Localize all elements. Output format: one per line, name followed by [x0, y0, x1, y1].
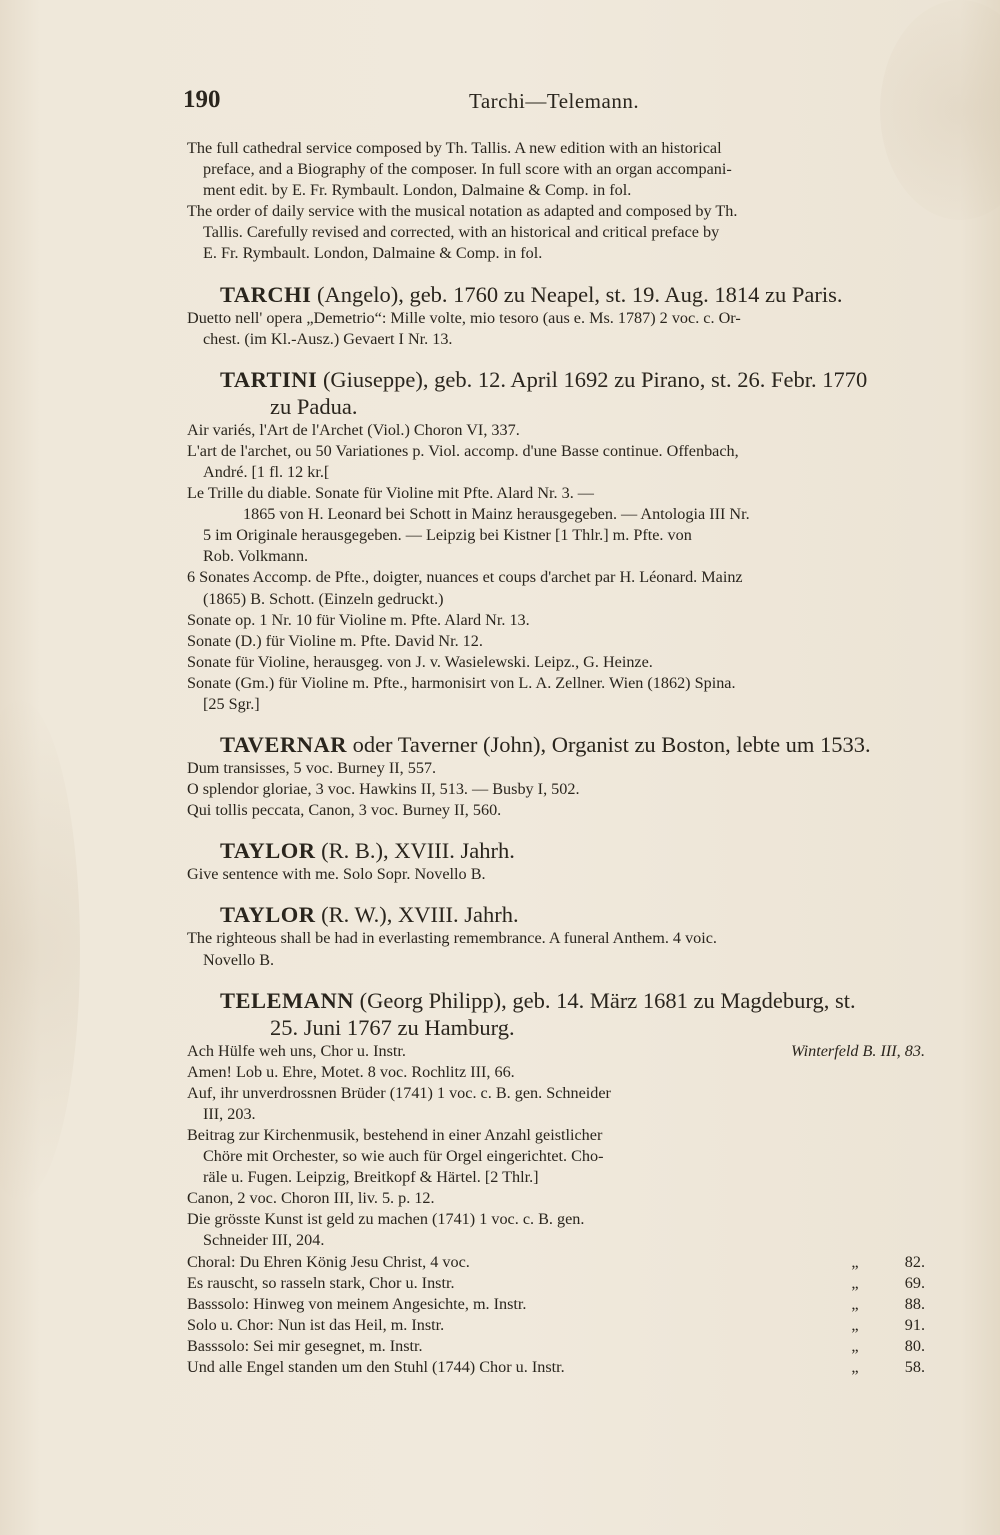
composer-name: TAYLOR — [220, 838, 316, 864]
text-line: Give sentence with me. Solo Sopr. Novello B. — [187, 865, 486, 884]
text-line: Die grösste Kunst ist geld zu machen (1741) 1 voc. c. B. gen. — [187, 1210, 585, 1229]
work-number: 91. — [904, 1315, 925, 1334]
running-head: Tarchi—Telemann. — [469, 89, 640, 113]
composer-dates: (R. W.), XVIII. Jahrh. — [321, 902, 519, 928]
composer-dates: (Georg Philipp), geb. 14. März 1681 zu Magdeburg, st. — [359, 987, 856, 1013]
text-line: E. Fr. Rymbault. London, Dalmaine & Comp. in fol. — [203, 244, 543, 263]
text-line: Auf, ihr unverdrossnen Brüder (1741) 1 voc. c. B. gen. Schneider — [187, 1083, 611, 1102]
work-title: Es rauscht, so rasseln stark, Chor u. Instr. — [187, 1273, 455, 1292]
text-line: [25 Sgr.] — [203, 694, 260, 713]
entry-heading-taylor-rw — [220, 901, 925, 928]
text-line: The full cathedral service composed by Th. Tallis. A new edition with an historical — [187, 139, 722, 157]
text-line: ment edit. by E. Fr. Rymbault. London, Dalmaine & Comp. in fol. — [203, 181, 632, 200]
work-row — [187, 1294, 925, 1315]
composer-name: TAVERNAR — [220, 732, 347, 758]
entry-heading-tartini-cont — [220, 393, 925, 420]
text-line: 6 Sonates Accomp. de Pfte., doigter, nuances et coups d'archet par H. Léonard. Mainz — [187, 568, 743, 587]
text-line: Schneider III, 204. — [203, 1231, 325, 1250]
entry-heading-tartini — [220, 366, 925, 393]
text-line: Novello B. — [203, 950, 275, 969]
text-line: André. [1 fl. 12 kr.[ — [203, 462, 330, 481]
entry-heading-telemann — [220, 987, 925, 1014]
text-line: Sonate (Gm.) für Violine m. Pfte., harmonisirt von L. A. Zellner. Wien (1862) Spina. — [187, 673, 736, 692]
text-line: 5 im Originale herausgegeben. — Leipzig bei Kistner [1 Thlr.] m. Pfte. von — [203, 526, 692, 545]
work-row — [187, 1273, 925, 1294]
text-line: Tallis. Carefully revised and corrected, with an historical and critical preface by — [203, 223, 720, 242]
text-line: The righteous shall be had in everlasting remembrance. A funeral Anthem. 4 voic. — [187, 929, 717, 948]
work-row — [187, 1357, 925, 1378]
text-line: (1865) B. Schott. (Einzeln gedruckt.) — [203, 589, 444, 608]
text-line: L'art de l'archet, ou 50 Variationes p. Viol. accomp. d'une Basse continue. Offenbach, — [187, 441, 739, 460]
text-line: Sonate für Violine, herausgeg. von J. v. Wasielewski. Leipz., G. Heinze. — [187, 652, 653, 671]
text-line: Duetto nell' opera „Demetrio“: Mille volte, mio tesoro (aus e. Ms. 1787) 2 voc. c. Or- — [187, 308, 741, 327]
composer-name: TARTINI — [220, 366, 318, 392]
text-line: Canon, 2 voc. Choron III, liv. 5. p. 12. — [187, 1189, 435, 1208]
work-reference: Winterfeld B. III, 83. — [791, 1041, 925, 1060]
ditto-mark: „ — [851, 1294, 859, 1313]
entry-heading-tarchi — [220, 281, 925, 308]
page-header — [183, 86, 923, 116]
composer-dates: (Angelo), geb. 1760 zu Neapel, st. 19. Aug. 1814 zu Paris. — [316, 281, 843, 307]
text-line: Chöre mit Orchester, so wie auch für Orgel eingerichtet. Cho- — [203, 1147, 604, 1166]
work-title: Choral: Du Ehren König Jesu Christ, 4 voc. — [187, 1252, 470, 1271]
text-line: preface, and a Biography of the composer. In full score with an organ accompani- — [203, 160, 732, 179]
intro-block — [187, 138, 925, 265]
composer-name: TAYLOR — [220, 902, 316, 928]
composer-dates: oder Taverner (John), Organist zu Boston, lebte um 1533. — [352, 732, 871, 758]
work-row — [187, 1041, 925, 1062]
work-number: 82. — [904, 1252, 925, 1271]
composer-name: TARCHI — [220, 281, 312, 307]
text-line: Air variés, l'Art de l'Archet (Viol.) Choron VI, 337. — [187, 420, 520, 439]
text-line: Rob. Volkmann. — [203, 547, 309, 566]
composer-dates-cont: 25. Juni 1767 zu Hamburg. — [270, 1014, 515, 1040]
paper-stain — [0, 700, 80, 1200]
text-line: Le Trille du diable. Sonate für Violine mit Pfte. Alard Nr. 3. — — [187, 484, 594, 503]
page-number: 190 — [183, 86, 221, 113]
work-number: 69. — [904, 1273, 925, 1292]
work-title: Basssolo: Sei mir gesegnet, m. Instr. — [187, 1336, 423, 1355]
work-title: Ach Hülfe weh uns, Chor u. Instr. — [187, 1041, 406, 1060]
work-number: 80. — [904, 1336, 925, 1355]
work-title: Basssolo: Hinweg von meinem Angesichte, m. Instr. — [187, 1294, 527, 1313]
text-line: Dum transisses, 5 voc. Burney II, 557. — [187, 759, 437, 778]
work-number: 58. — [904, 1358, 925, 1377]
text-line: räle u. Fugen. Leipzig, Breitkopf & Härtel. [2 Thlr.] — [203, 1168, 539, 1187]
work-number: 88. — [904, 1294, 925, 1313]
composer-dates-cont: zu Padua. — [270, 393, 358, 419]
text-line: O splendor gloriae, 3 voc. Hawkins II, 513. — Busby I, 502. — [187, 780, 580, 799]
composer-dates: (Giuseppe), geb. 12. April 1692 zu Pirano, st. 26. Febr. 1770 — [322, 366, 868, 392]
entry-heading-tavernar — [220, 731, 925, 758]
page-content — [187, 138, 925, 1378]
ditto-mark: „ — [851, 1336, 859, 1355]
ditto-mark: „ — [851, 1273, 859, 1292]
entry-heading-taylor-rb — [220, 837, 925, 864]
work-row — [187, 1252, 925, 1273]
text-line: 1865 von H. Leonard bei Schott in Mainz herausgegeben. — Antologia III Nr. — [243, 505, 750, 524]
text-line: The order of daily service with the musical notation as adapted and composed by Th. — [187, 202, 738, 221]
text-line: Amen! Lob u. Ehre, Motet. 8 voc. Rochlitz III, 66. — [187, 1062, 515, 1081]
text-line: III, 203. — [203, 1104, 256, 1123]
entry-heading-telemann-cont — [220, 1014, 925, 1041]
composer-name: TELEMANN — [220, 987, 355, 1013]
composer-dates: (R. B.), XVIII. Jahrh. — [321, 838, 515, 864]
work-row — [187, 1315, 925, 1336]
ditto-mark: „ — [851, 1358, 859, 1377]
ditto-mark: „ — [851, 1315, 859, 1334]
ditto-mark: „ — [851, 1252, 859, 1271]
work-title: Solo u. Chor: Nun ist das Heil, m. Instr. — [187, 1315, 445, 1334]
work-title: Und alle Engel standen um den Stuhl (1744) Chor u. Instr. — [187, 1358, 565, 1377]
text-line: Qui tollis peccata, Canon, 3 voc. Burney II, 560. — [187, 801, 502, 820]
text-line: Beitrag zur Kirchenmusik, bestehend in einer Anzahl geistlicher — [187, 1126, 603, 1144]
text-line: Sonate (D.) für Violine m. Pfte. David Nr. 12. — [187, 631, 483, 650]
work-row — [187, 1336, 925, 1357]
text-line: chest. (im Kl.-Ausz.) Gevaert I Nr. 13. — [203, 329, 453, 348]
text-line: Sonate op. 1 Nr. 10 für Violine m. Pfte. Alard Nr. 13. — [187, 610, 530, 629]
